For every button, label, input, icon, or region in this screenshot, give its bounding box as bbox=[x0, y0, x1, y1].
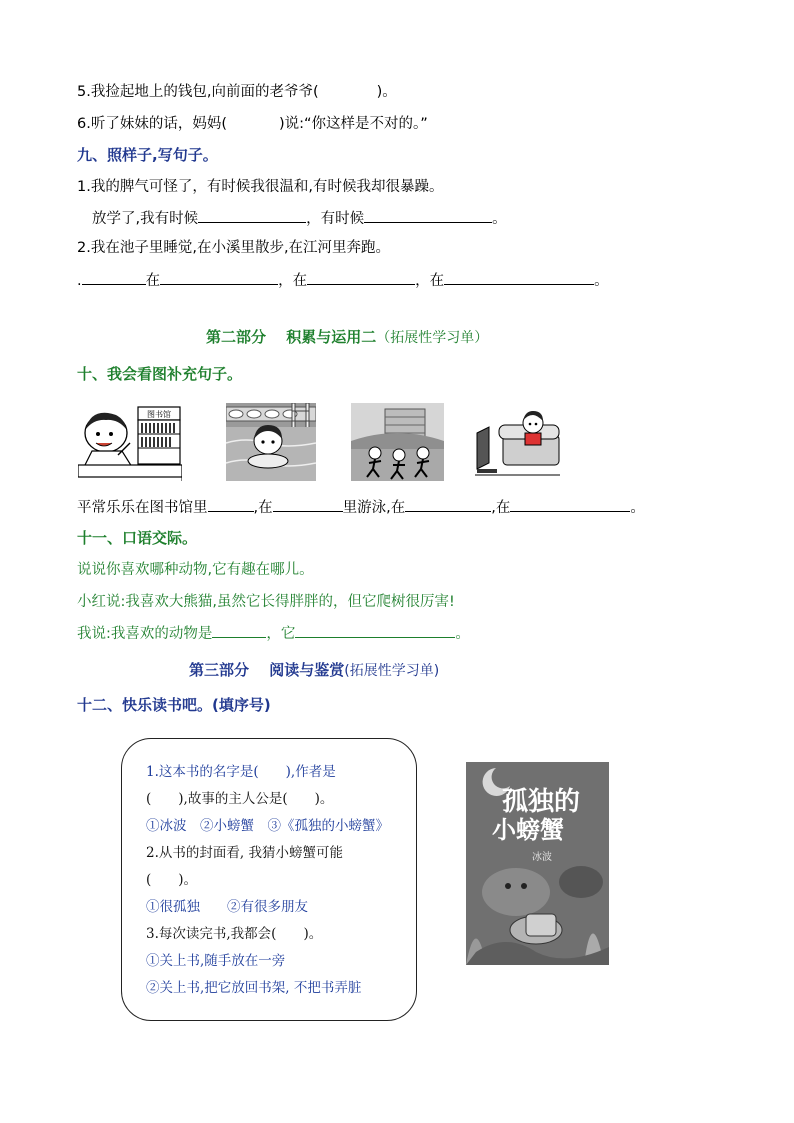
watching-tv-picture bbox=[475, 403, 560, 481]
q8-line-5-post: )。 bbox=[376, 84, 397, 100]
q10-s2: ,在 bbox=[253, 500, 273, 516]
q8-line-5-pre: 5.我捡起地上的钱包,向前面的老爷爷( bbox=[77, 84, 319, 100]
q11-title: 十一、口语交际。 bbox=[77, 529, 198, 547]
q10-s1: 平常乐乐在图书馆里 bbox=[77, 500, 208, 516]
blank-line[interactable] bbox=[82, 270, 146, 285]
blank-line[interactable] bbox=[295, 623, 455, 638]
blank-line[interactable] bbox=[510, 497, 630, 512]
blank-line[interactable] bbox=[212, 623, 266, 638]
q12-line-2: ( ),故事的主人公是( )。 bbox=[146, 791, 334, 807]
q9-example-1: 1.我的脾气可怪了，有时候我很温和,有时候我却很暴躁。 bbox=[77, 179, 444, 195]
q9-fill-2-lead: . bbox=[77, 273, 82, 289]
q12-options-1: ①冰波 ②小螃蟹 ③《孤独的小螃蟹》 bbox=[146, 818, 389, 834]
q8-line-6-post: )说:“你这样是不对的。” bbox=[279, 116, 428, 132]
part-3-title-sub: (拓展性学习单) bbox=[344, 663, 440, 679]
q11-prompt: 说说你喜欢哪种动物,它有趣在哪儿。 bbox=[77, 562, 314, 578]
part-2-title-main: 第二部分 积累与运用二 bbox=[206, 328, 377, 346]
q9-fill-1-end: 。 bbox=[492, 211, 507, 227]
q9-fill-1-a: 放学了,我有时候 bbox=[92, 211, 199, 227]
q12-options-3a: ①关上书,随手放在一旁 bbox=[146, 953, 286, 969]
running-picture bbox=[351, 403, 444, 481]
q9-example-2: 2.我在池子里睡觉,在小溪里散步,在江河里奔跑。 bbox=[77, 240, 391, 256]
book-questions-panel bbox=[121, 738, 417, 1021]
swimming-picture bbox=[226, 403, 316, 481]
library-reading-picture bbox=[78, 403, 182, 481]
blank-line[interactable] bbox=[160, 270, 278, 285]
q9-fill-1 bbox=[92, 208, 507, 229]
part-3-title-main: 第三部分 阅读与鉴赏 bbox=[189, 661, 345, 679]
blank-line[interactable] bbox=[273, 497, 343, 512]
blank-line[interactable] bbox=[364, 208, 492, 223]
q9-fill-2-in3: ，在 bbox=[415, 273, 445, 289]
q12-line-4: ( )。 bbox=[146, 872, 198, 888]
q11-mine-b: ，它 bbox=[266, 626, 296, 642]
q11-my-answer bbox=[77, 623, 470, 644]
q12-options-3b: ②关上书,把它放回书架, 不把书弄脏 bbox=[146, 980, 362, 996]
q10-s4: ,在 bbox=[491, 500, 511, 516]
part-2-title-sub: （拓展性学习单） bbox=[376, 330, 489, 346]
cover-title-line-1: 孤独的 bbox=[502, 787, 581, 817]
q9-fill-2-in1: 在 bbox=[145, 273, 161, 289]
q9-fill-1-b: ，有时候 bbox=[306, 211, 365, 227]
q11-mine-end: 。 bbox=[455, 626, 470, 642]
book-cover bbox=[466, 762, 609, 965]
q9-fill-2 bbox=[77, 270, 609, 291]
part-2-title bbox=[206, 326, 488, 347]
q8-line-6-pre: 6.听了妹妹的话，妈妈( bbox=[77, 116, 227, 132]
q10-sentence bbox=[77, 497, 645, 518]
blank-line[interactable] bbox=[444, 270, 594, 285]
q9-title: 九、照样子,写句子。 bbox=[77, 146, 218, 164]
blank-line[interactable] bbox=[208, 497, 254, 512]
blank-line[interactable] bbox=[307, 270, 415, 285]
q12-line-1: 1.这本书的名字是( ),作者是 bbox=[146, 764, 336, 780]
q11-example: 小红说:我喜欢大熊猫,虽然它长得胖胖的，但它爬树很厉害! bbox=[77, 594, 455, 610]
q10-s3: 里游泳,在 bbox=[342, 500, 406, 516]
q12-title: 十二、快乐读书吧。(填序号) bbox=[77, 696, 271, 714]
book-cover-art bbox=[466, 762, 609, 965]
part-3-title bbox=[189, 659, 439, 680]
q12-line-5: 3.每次读完书,我都会( )。 bbox=[146, 926, 323, 942]
q12-options-2: ①很孤独 ②有很多朋友 bbox=[146, 899, 308, 915]
q10-end: 。 bbox=[630, 500, 645, 516]
q9-fill-2-end: 。 bbox=[594, 273, 609, 289]
blank-line[interactable] bbox=[198, 208, 306, 223]
q12-line-3: 2.从书的封面看, 我猜小螃蟹可能 bbox=[146, 845, 343, 861]
blank-line[interactable] bbox=[405, 497, 491, 512]
cover-author: 冰波 bbox=[532, 852, 552, 863]
q9-fill-2-in2: ，在 bbox=[278, 273, 308, 289]
library-sign: 图书馆 bbox=[147, 410, 171, 419]
cover-title-line-2: 小螃蟹 bbox=[492, 816, 564, 844]
q8-line-5 bbox=[77, 82, 397, 102]
q11-mine-a: 我说:我喜欢的动物是 bbox=[77, 626, 213, 642]
q10-title: 十、我会看图补充句子。 bbox=[77, 365, 243, 383]
q8-line-6 bbox=[77, 114, 428, 134]
